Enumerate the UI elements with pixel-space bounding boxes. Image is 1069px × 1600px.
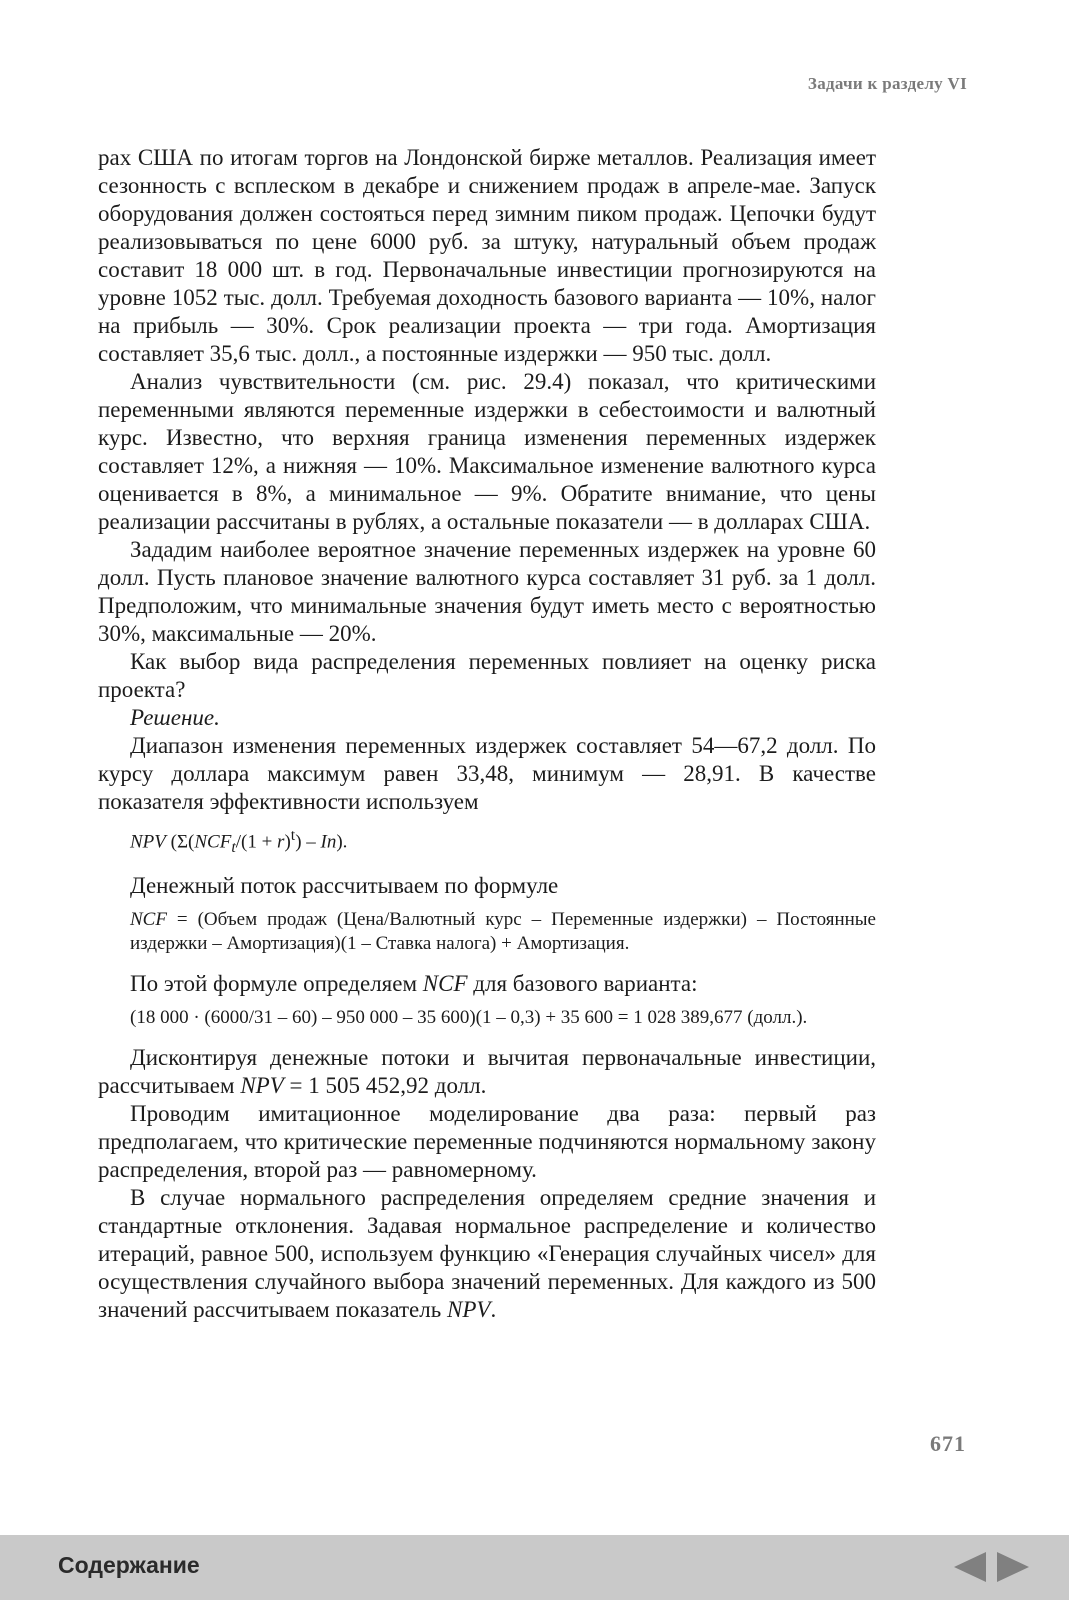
paragraph: Анализ чувствительности (см. рис. 29.4) показал, что критическими переменными являются переменные издержки в себестоимости и валютный курс. Известно, что верхняя граница изменения переменных издержек составляет 12%, а нижняя — 10%. Максимальное изменение валютного курса оценивается в 8%, а минимальное — 9%. Обратите внимание, что цены реализации рассчитаны в рублях, а остальные показатели — в долларах США. (98, 369, 876, 534)
next-page-triangle (997, 1552, 1029, 1582)
ncf-var: NCF (130, 909, 167, 931)
page-number: 671 (930, 1431, 966, 1456)
paragraph: Проводим имитационное моделирование два раза: первый раз предполагаем, что критические переменные подчиняются нормальному закону распределения, второй раз — равномерному. (98, 1101, 876, 1183)
running-header: Задачи к разделу VI (807, 74, 967, 93)
npv-ncf: NCF (194, 831, 232, 853)
next-page-icon[interactable] (995, 1550, 1031, 1584)
paragraph (98, 970, 876, 998)
prev-page-triangle (954, 1552, 986, 1582)
p10-tail: . (490, 1297, 497, 1323)
paragraph: Диапазон изменения переменных издержек составляет 54—67,2 долл. По курсу доллара максимум равен 33,48, минимум — 28,91. В качестве показателя эффективности используем (98, 733, 876, 814)
p10-var: NPV (446, 1297, 491, 1323)
npv-close: ). (336, 831, 348, 853)
npv-r: r (277, 831, 285, 853)
p8-tail: = 1 505 452,92 долл. (283, 1073, 487, 1099)
navigation-bar (0, 1535, 1069, 1600)
prev-page-icon[interactable] (952, 1550, 988, 1584)
npv-mid1: /(1 + (235, 831, 278, 853)
calc-formula: (18 000 · (6000/31 – 60) – 950 000 – 35 600)(1 – 0,3) + 35 600 = 1 028 389,677 (долл.). (130, 1007, 808, 1029)
body-text (98, 144, 876, 1324)
npv-formula (130, 824, 876, 860)
npv-mid3: ) – (295, 831, 321, 853)
npv-in: In (320, 831, 337, 853)
solution-label (98, 704, 876, 732)
paragraph (98, 1044, 876, 1100)
contents-link[interactable]: Содержание (58, 1552, 200, 1578)
p7-tail: для базового варианта: (467, 971, 698, 997)
p8-var: NPV (240, 1073, 284, 1099)
npv-sup-t: t (290, 827, 296, 844)
solution-label-text: Решение. (130, 705, 220, 730)
paragraph: рах США по итогам торгов на Лондонской бирже металлов. Реализация имеет сезонность с всплеском в декабре и снижением продаж в апреле-мае. Запуск оборудования должен состояться перед зимним пиком продаж. Цепочки будут реализовываться по цене 6000 руб. за штуку, натуральный объем продаж составит 18 000 шт. в год. Первоначальные инвестиции прогнозируются на уровне 1052 тыс. долл. Требуемая доходность базового варианта — 10%, налог на прибыль — 30%. Срок реализации проекта — три года. Амортизация составляет 35,6 тыс. долл., а постоянные издержки — 950 тыс. долл. (98, 145, 876, 366)
p10-lead: В случае нормального распределения определяем средние значения и стандартные отклонения. Задавая нормальное распределение и количество итераций, равное 500, используем функцию «Генерация случайных чисел» для осуществления случайного выбора значений переменных. Для каждого из 500 значений рассчитываем показатель (98, 1185, 876, 1323)
npv-open: (Σ( (165, 831, 195, 853)
ncf-formula (130, 908, 876, 956)
paragraph: Зададим наиболее вероятное значение переменных издержек на уровне 60 долл. Пусть плановое значение валютного курса составляет 31 руб. за 1 долл. Предположим, что минимальные значения будут иметь место с вероятностью 30%, максимальные — 20%. (98, 537, 876, 646)
p8-lead: Дисконтируя денежные потоки и вычитая первоначальные инвестиции, рассчитываем (98, 1045, 876, 1099)
npv-var: NPV (130, 831, 166, 853)
paragraph (98, 1184, 876, 1324)
p7-var: NCF (422, 971, 468, 997)
paragraph: Как выбор вида распределения переменных повлияет на оценку риска проекта? (98, 649, 876, 702)
paragraph: Денежный поток рассчитываем по формуле (130, 873, 559, 899)
npv-mid2: ) (284, 831, 291, 853)
npv-sub-t: t (231, 839, 236, 857)
p7-lead: По этой формуле определяем (130, 971, 423, 997)
ncf-body: = (Объем продаж (Цена/Валютный курс – Переменные издержки) – Постоянные издержки – Амортизация)(1 – Ставка налога) + Амортизация. (130, 909, 876, 955)
